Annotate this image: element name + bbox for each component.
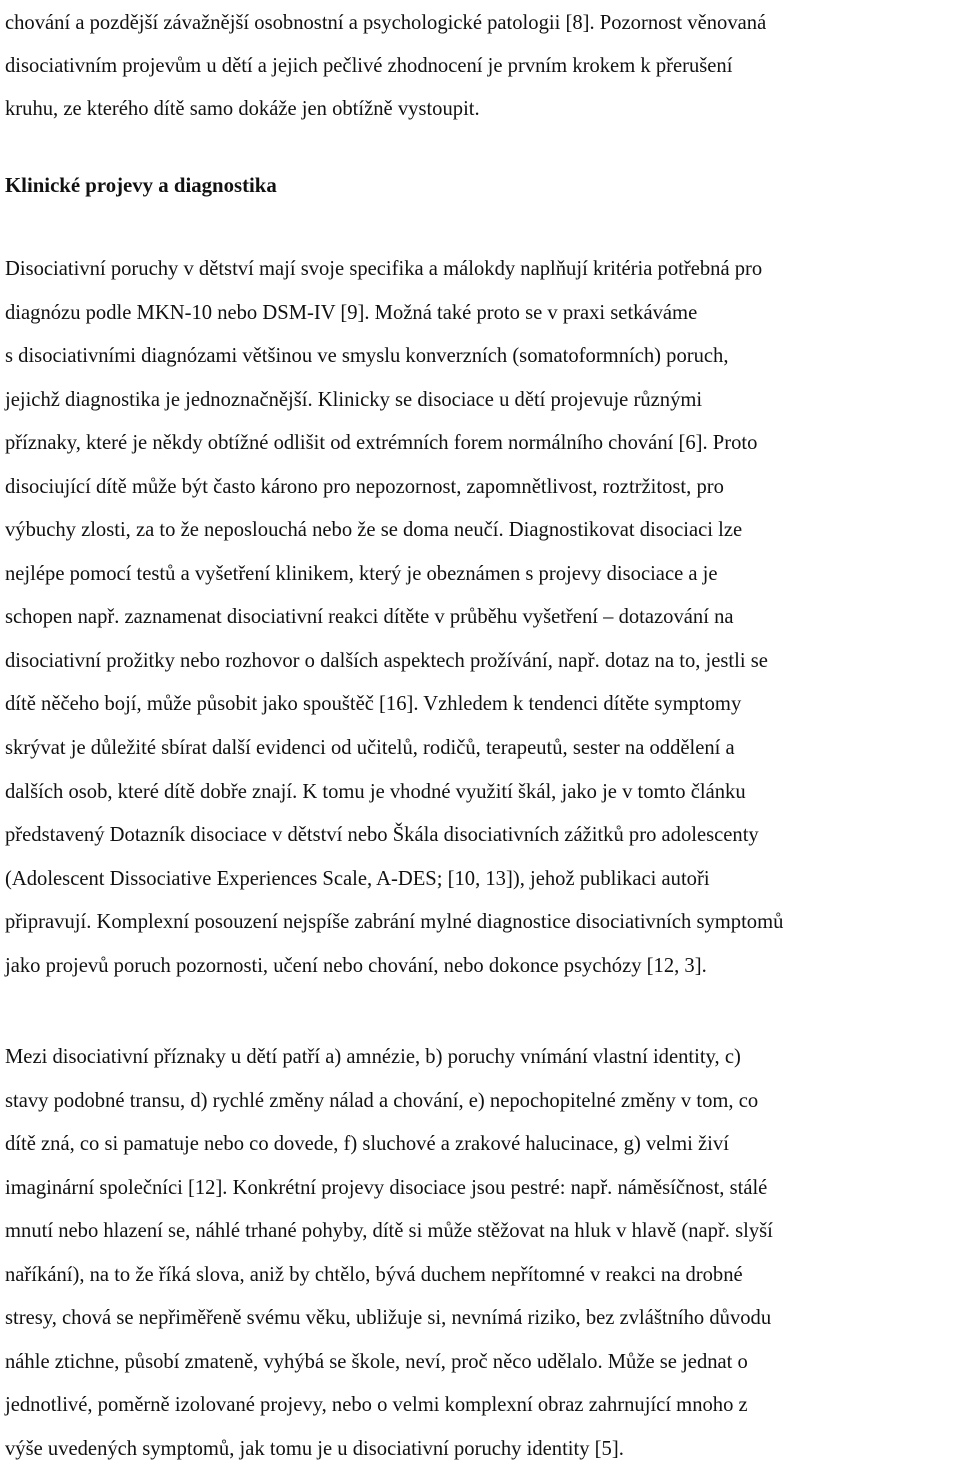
- text-line: (Adolescent Dissociative Experiences Scale, A-DES; [10, 13]), jehož publikaci autoři: [5, 867, 710, 890]
- text-line: schopen např. zaznamenat disociativní reakci dítěte v průběhu vyšetření – dotazování na: [5, 606, 734, 629]
- text-line: mnutí nebo hlazení se, náhlé trhané pohyby, dítě si může stěžovat na hluk v hlavě (např. slyší: [5, 1220, 773, 1243]
- text-line: příznaky, které je někdy obtížné odlišit od extrémních forem normálního chování [6]. Proto: [5, 432, 758, 455]
- text-line: kruhu, ze kterého dítě samo dokáže jen obtížně vystoupit.: [5, 98, 480, 120]
- text-line: náhle ztichne, působí zmateně, vyhýbá se škole, neví, proč něco udělalo. Může se jednat o: [5, 1350, 748, 1373]
- text-line: představený Dotazník disociace v dětství nebo Škála disociativních zážitků pro adolescenty: [5, 824, 759, 847]
- text-line: disociativní prožitky nebo rozhovor o dalších aspektech prožívání, např. dotaz na to, jestli se: [5, 649, 768, 672]
- text-line: Disociativní poruchy v dětství mají svoje specifika a málokdy naplňují kritéria potřebná pro: [5, 258, 763, 280]
- text-line: imaginární společníci [12]. Konkrétní projevy disociace jsou pestré: např. náměsíčnost, stálé: [5, 1176, 768, 1199]
- text-line: dítě něčeho bojí, může působit jako spouštěč [16]. Vzhledem k tendenci dítěte symptomy: [5, 693, 742, 716]
- text-line: diagnózu podle MKN-10 nebo DSM-IV [9]. Možná také proto se v praxi setkáváme: [5, 301, 698, 324]
- intro-paragraph: [5, 2, 960, 131]
- text-line: disociativním projevům u dětí a jejich pečlivé zhodnocení je prvním krokem k přerušení: [5, 55, 733, 77]
- text-line: skrývat je důležité sbírat další evidenci od učitelů, rodičů, terapeutů, sester na oddělení a: [5, 737, 735, 760]
- text-line: jednotlivé, poměrně izolované projevy, nebo o velmi komplexní obraz zahrnující mnoho z: [5, 1394, 748, 1417]
- paragraph-dissociative-symptoms: [5, 1036, 960, 1471]
- section-heading: Klinické projevy a diagnostika: [5, 174, 277, 197]
- text-line: naříkání), na to že říká slova, aniž by chtělo, bývá duchem nepřítomné v reakci na drobné: [5, 1263, 743, 1286]
- text-line: jako projevů poruch pozornosti, učení nebo chování, nebo dokonce psychózy [12, 3].: [5, 954, 707, 977]
- text-line: stresy, chová se nepřiměřeně svému věku, ubližuje si, nevnímá riziko, bez zvláštního důvodu: [5, 1307, 772, 1330]
- text-line: připravují. Komplexní posouzení nejspíše zabrání mylné diagnostice disociativních symptomů: [5, 911, 784, 934]
- text-line: výše uvedených symptomů, jak tomu je u disociativní poruchy identity [5].: [5, 1437, 624, 1460]
- text-line: jejichž diagnostika je jednoznačnější. Klinicky se disociace u dětí projevuje různými: [5, 388, 703, 411]
- text-line: disociující dítě může být často károno pro nepozornost, zapomnětlivost, roztržitost, pro: [5, 475, 724, 498]
- text-line: dalších osob, které dítě dobře znají. K tomu je vhodné využití škál, jako je v tomto článku: [5, 780, 746, 803]
- text-line: chování a pozdější závažnější osobnostní a psychologické patologii [8]. Pozornost věnovaná: [5, 12, 767, 34]
- text-line: dítě zná, co si pamatuje nebo co dovede, f) sluchové a zrakové halucinace, g) velmi živí: [5, 1133, 729, 1156]
- text-line: stavy podobné transu, d) rychlé změny nálad a chování, e) nepochopitelné změny v tom, co: [5, 1089, 759, 1112]
- text-line: výbuchy zlosti, za to že neposlouchá nebo že se doma neučí. Diagnostikovat disociaci lze: [5, 519, 743, 542]
- paragraph-clinical-diagnostics: [5, 248, 960, 988]
- text-line: s disociativními diagnózami většinou ve smyslu konverzních (somatoformních) poruch,: [5, 345, 729, 368]
- text-line: Mezi disociativní příznaky u dětí patří a) amnézie, b) poruchy vnímání vlastní identity, c): [5, 1046, 741, 1068]
- text-line: nejlépe pomocí testů a vyšetření klinikem, který je obeznámen s projevy disociace a je: [5, 562, 718, 585]
